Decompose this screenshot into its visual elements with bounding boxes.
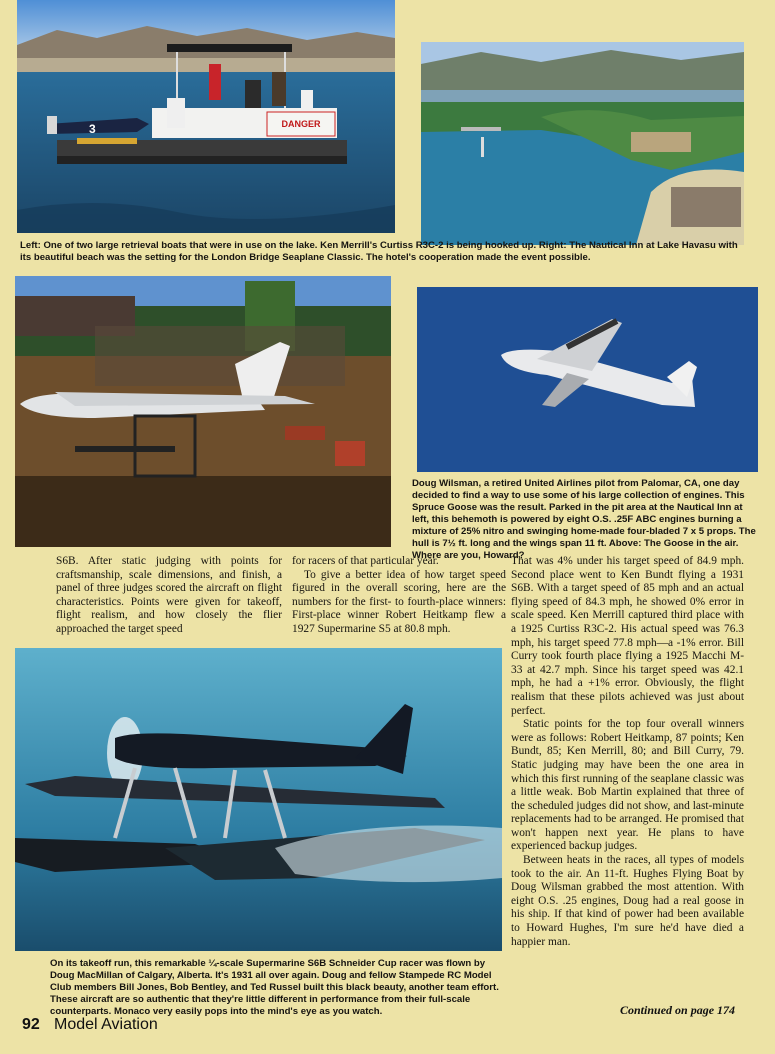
boat-sign-text: DANGER: [281, 119, 321, 129]
body-col2-p2: To give a better idea of how target speed figured in the overall scoring, here are the numbers for the first- to fourth-place winners: First-place winner Robert Heitkamp flew a 1927 Supermarine S5 at 80.8 mph.: [292, 568, 506, 635]
body-column-1: [56, 555, 282, 637]
body-col3-p1: That was 4% under his target speed of 84.9 mph. Second place went to Ken Bundt flying a 1931 S6B. With a target speed of 85 mph and an actual flying speed of 84.3 mph, he showed 0% error in scale speed. Ken Merrill captured third place with a 1925 Curtiss R3C-2. His actual speed was 76.3 mph, his target speed 77.8 mph—a -1% error. Bill Curry took fourth place flying a 1925 Macchi M-33 at 42.7 mph. Since his target speed was 42.1 mph, he had a +1% error. Obviously, the flight realism that these pilots achieved was just about perfect.: [511, 555, 744, 717]
magazine-name: Model Aviation: [54, 1016, 158, 1033]
photo-nautical-inn: [421, 42, 744, 245]
body-column-3: [511, 555, 744, 949]
photo-s6b-takeoff: [15, 648, 502, 951]
caption-s6b: On its takeoff run, this remarkable ¼-scale Supermarine S6B Schneider Cup racer was flown by Doug MacMillan of Calgary, Alberta. It's 1931 all over again. Doug and fellow Stampede RC Model Club members Bill Jones, Bob Bentley, and Ted Russel built this black beauty, another team effort. These aircraft are so authentic that they're little different in performance from their full-scale counterparts. Monaco very easily pops into the mind's eye as you watch.: [50, 958, 499, 1017]
caption-top: Left: One of two large retrieval boats that were in use on the lake. Ken Merrill's Curtiss R3C-2 is being hooked up. Right: The Nautical Inn at Lake Havasu with its beautiful beach was the setting for the London Bridge Seaplane Classic. The hotel's cooperation made the event possible.: [20, 240, 738, 263]
plane-number-text: 3: [89, 122, 96, 136]
body-col3-p3: Between heats in the races, all types of models took to the air. An 11-ft. Hughes Flying Boat by Doug Wilsman grabbed the most attention. With eight O.S. .25 engines, Doug had a real goose in his ship. If that kind of power had been available to Howard Hughes, I'm sure he'd have died a happier man.: [511, 854, 744, 948]
continued-note: Continued on page 174: [620, 1003, 736, 1017]
photo-spruce-goose-flying: [417, 287, 758, 472]
page-number: 92: [22, 1016, 40, 1033]
body-col1-text: S6B. After static judging with points for craftsmanship, scale dimensions, and finish, a panel of three judges scored the aircraft on flight characteristics. Points were given for takeoff, flight realism, and how closely the flier approached the target speed: [56, 555, 282, 635]
body-col3-p2: Static points for the top four overall winners were as follows: Robert Heitkamp, 87 points; Ken Bundt, 85; Ken Merrill, 80; and Bill Curry, 79. Static judging may have been the one area in which this first running of the seaplane classic was a little weak. Bob Martin explained that three of the scheduled judges did not show, and last-minute replacements had to be arranged. He promised that won't happen next year. He plans to have experienced backup judges.: [511, 718, 744, 853]
caption-goose: Doug Wilsman, a retired United Airlines pilot from Palomar, CA, one day decided to find a way to use some of his large collection of engines. This Spruce Goose was the result. Parked in the pit area at the Nautical Inn at left, this behemoth is powered by eight O.S. .25F ABC engines burning a mixture of 25% nitro and swinging home-made four-bladed 7 x 5 props. The hull is 7½ ft. long and the wings span 11 ft. Above: The Goose in the air. Where are you, Howard?: [412, 478, 756, 561]
photo-retrieval-boat: [17, 0, 395, 233]
body-col2-p1: for racers of that particular year.: [292, 555, 439, 567]
photo-spruce-goose-parked: [15, 276, 391, 547]
body-column-2: [292, 555, 506, 637]
